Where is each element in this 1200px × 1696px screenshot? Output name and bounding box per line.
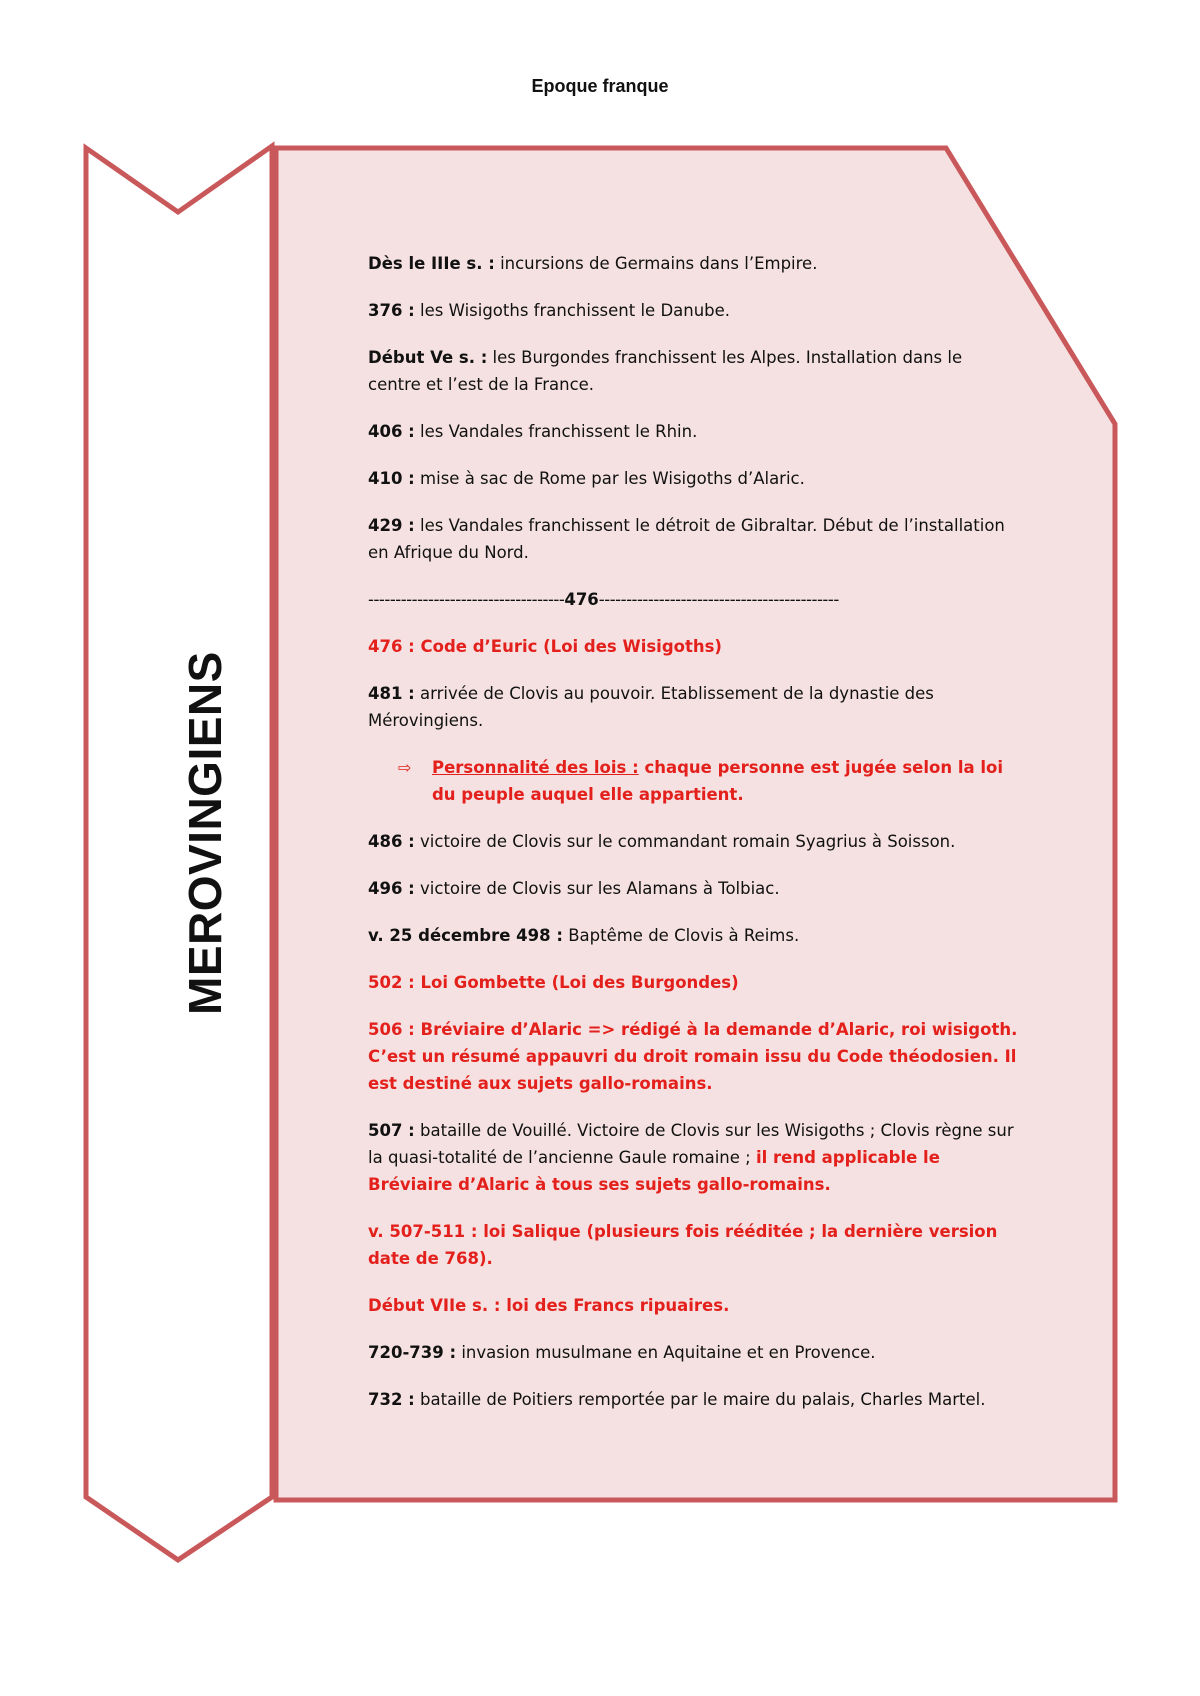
- timeline-entry-highlight: 476 : Code d’Euric (Loi des Wisigoths): [368, 637, 722, 656]
- timeline-entry: 410 : mise à sac de Rome par les Wisigoths d’Alaric.: [368, 469, 805, 488]
- timeline-entry: 496 : victoire de Clovis sur les Alamans à Tolbiac.: [368, 879, 780, 898]
- timeline-entry: 720-739 : invasion musulmane en Aquitaine et en Provence.: [368, 1343, 876, 1362]
- timeline-entry: 507 : bataille de Vouillé. Victoire de Clovis sur les Wisigoths ; Clovis règne sur la quasi-totalité de l’ancienne Gaule romaine ; il rend applicable le Bréviaire d’Alaric à tous ses sujets gallo-romains.: [368, 1121, 1014, 1194]
- timeline-entry: 481 : arrivée de Clovis au pouvoir. Etablissement de la dynastie des Mérovingiens.: [368, 684, 934, 730]
- timeline-entry-highlight: 502 : Loi Gombette (Loi des Burgondes): [368, 973, 739, 992]
- timeline-entry: Dès le IIIe s. : incursions de Germains dans l’Empire.: [368, 254, 818, 273]
- arrow-right-outline-icon: ⇨: [398, 758, 412, 777]
- timeline-entry: 376 : les Wisigoths franchissent le Danube.: [368, 301, 731, 320]
- page-title: Epoque franque: [531, 76, 669, 96]
- section-label-merovingiens: MEROVINGIENS: [179, 651, 231, 1015]
- timeline-entry: 429 : les Vandales franchissent le détroit de Gibraltar. Début de l’installation en Afrique du Nord.: [368, 516, 1005, 562]
- timeline-entry: v. 25 décembre 498 : Baptême de Clovis à Reims.: [368, 926, 800, 945]
- bullet-note: [398, 754, 1018, 808]
- timeline-entry-highlight: Début VIIe s. : loi des Francs ripuaires.: [368, 1296, 730, 1315]
- timeline-entry: Début Ve s. : les Burgondes franchissent les Alpes. Installation dans le centre et l’est de la France.: [368, 348, 963, 394]
- timeline-entry-highlight: v. 507-511 : loi Salique (plusieurs fois rééditée ; la dernière version date de 768).: [368, 1222, 998, 1268]
- timeline-entry: 732 : bataille de Poitiers remportée par le maire du palais, Charles Martel.: [368, 1390, 986, 1409]
- timeline-entry: 406 : les Vandales franchissent le Rhin.: [368, 422, 698, 441]
- bullet-note-text: Personnalité des lois : chaque personne est jugée selon la loi du peuple auquel elle appartient.: [432, 758, 1003, 804]
- timeline-entry-highlight: 506 : Bréviaire d’Alaric => rédigé à la demande d’Alaric, roi wisigoth. C’est un résumé appauvri du droit romain issu du Code théodosien. Il est destiné aux sujets gallo-romains.: [368, 1020, 1018, 1093]
- timeline-entry: 486 : victoire de Clovis sur le commandant romain Syagrius à Soisson.: [368, 832, 956, 851]
- divider-476: ------------------------------------476--------------------------------------------: [368, 590, 839, 609]
- timeline-content: [368, 250, 1018, 1433]
